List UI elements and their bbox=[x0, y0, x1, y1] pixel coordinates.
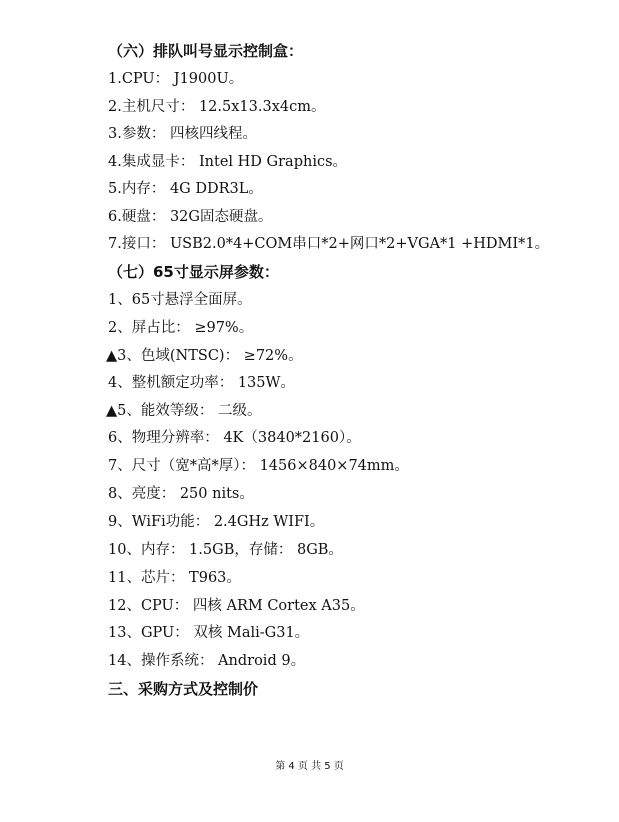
box-spec-size: 2.主机尺寸： 12.5x13.3x4cm。 bbox=[108, 99, 326, 115]
display-section-heading: （七）65寸显示屏参数： bbox=[108, 263, 279, 281]
box-spec-ports: 7.接口： USB2.0*4+COM串口*2+网口*2+VGA*1 +HDMI*1。 bbox=[108, 236, 550, 252]
section3-heading: 三、采购方式及控制价 bbox=[108, 680, 259, 698]
page-footer: 第 4 页 共 5 页 bbox=[275, 761, 344, 772]
box-spec-params: 3.参数： 四核四线程。 bbox=[108, 126, 257, 142]
display-spec-12: 12、CPU： 四核 ARM Cortex A35。 bbox=[108, 598, 365, 614]
display-spec-7: 7、尺寸（宽*高*厚）： 1456×840×74mm。 bbox=[108, 458, 409, 474]
display-spec-9: 9、WiFi功能： 2.4GHz WIFI。 bbox=[108, 514, 325, 530]
display-spec-1: 1、65寸悬浮全面屏。 bbox=[108, 292, 252, 308]
box-section-heading: （六）排队叫号显示控制盒： bbox=[108, 42, 304, 60]
display-spec-2: 2、屏占比： ≥97%。 bbox=[108, 320, 254, 336]
display-spec-4: 4、整机额定功率： 135W。 bbox=[108, 375, 295, 391]
display-spec-13: 13、GPU： 双核 Mali-G31。 bbox=[108, 625, 310, 641]
display-spec-6: 6、物理分辨率： 4K（3840*2160）。 bbox=[108, 430, 361, 446]
display-spec-8: 8、亮度： 250 nits。 bbox=[108, 486, 254, 502]
display-spec-3: ▲3、色域(NTSC)： ≥72%。 bbox=[106, 348, 303, 364]
box-spec-disk: 6.硬盘： 32G固态硬盘。 bbox=[108, 209, 273, 225]
box-spec-memory: 5.内存： 4G DDR3L。 bbox=[108, 181, 263, 197]
display-spec-14: 14、操作系统： Android 9。 bbox=[108, 653, 306, 669]
box-spec-cpu: 1.CPU： J1900U。 bbox=[108, 71, 244, 87]
display-spec-10: 10、内存： 1.5GB，存储： 8GB。 bbox=[108, 542, 343, 558]
display-spec-5: ▲5、能效等级： 二级。 bbox=[106, 403, 262, 419]
display-spec-11: 11、芯片： T963。 bbox=[108, 570, 241, 586]
box-spec-graphics: 4.集成显卡： Intel HD Graphics。 bbox=[108, 154, 348, 170]
